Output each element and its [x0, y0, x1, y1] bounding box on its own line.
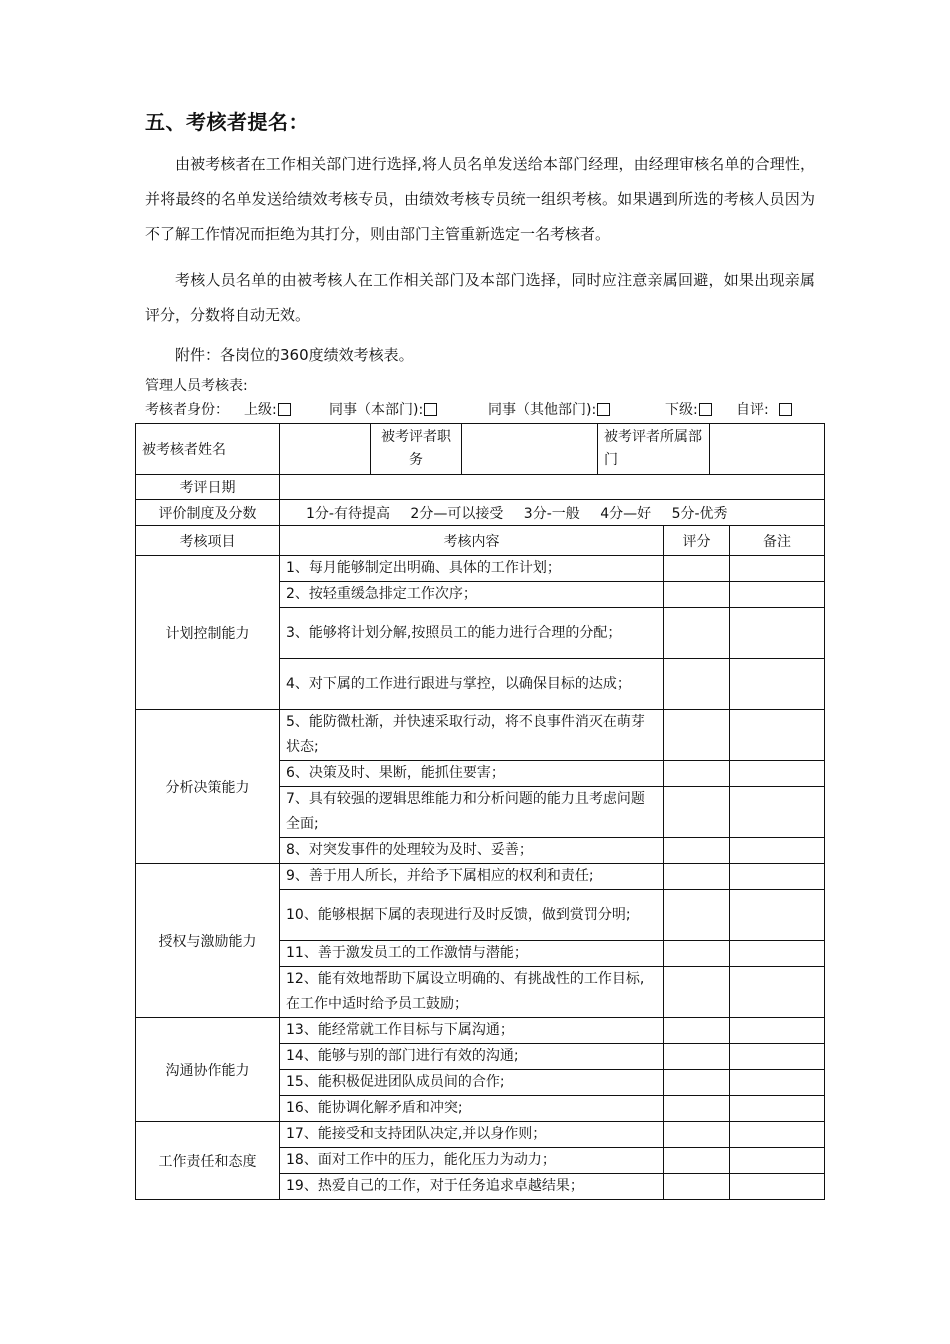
- criteria-text: 17、能接受和支持团队决定,并以身作则；: [280, 1122, 664, 1148]
- table-title: 管理人员考核表:: [145, 378, 248, 394]
- role-peer-same[interactable]: [329, 399, 437, 421]
- criteria-row: [136, 710, 825, 761]
- paragraph-1: 由被考核者在工作相关部门进行选择,将人员名单发送给本部门经理，由经理审核名单的合理性，并将最终的名单发送给绩效考核专员，由绩效考核专员统一组织考核。如果遇到所选的考核人员因为不了解工作情况而拒绝为其打分，则由部门主管重新选定一名考核者。: [145, 155, 815, 243]
- criteria-text: 14、能够与别的部门进行有效的沟通;: [280, 1044, 664, 1070]
- criteria-text: 3、能够将计划分解,按照员工的能力进行合理的分配；: [280, 608, 664, 659]
- paragraph-2: 考核人员名单的由被考核人在工作相关部门及本部门选择，同时应注意亲属回避，如果出现亲属评分，分数将自动无效。: [145, 271, 815, 324]
- remark-cell[interactable]: [730, 1018, 825, 1044]
- criteria-text: 10、能够根据下属的表现进行及时反馈，做到赏罚分明;: [280, 890, 664, 941]
- role-peer-other-label: 同事（其他部门):: [488, 402, 597, 418]
- scale-values: [280, 500, 825, 526]
- scale-3: 3分-一般: [523, 505, 580, 522]
- position-label: 被考评者职务: [371, 424, 462, 475]
- group-name: 授权与激励能力: [136, 864, 280, 1018]
- group-name: 沟通协作能力: [136, 1018, 280, 1122]
- criteria-text: 4、对下属的工作进行跟进与掌控，以确保目标的达成；: [280, 659, 664, 710]
- criteria-text: 18、面对工作中的压力，能化压力为动力；: [280, 1148, 664, 1174]
- remark-cell[interactable]: [730, 1070, 825, 1096]
- group-name: 工作责任和态度: [136, 1122, 280, 1200]
- score-cell[interactable]: [664, 1096, 730, 1122]
- remark-cell[interactable]: [730, 556, 825, 582]
- scale-2: 2分—可以接受: [410, 505, 504, 522]
- criteria-text: 19、热爱自己的工作，对于任务追求卓越结果；: [280, 1174, 664, 1200]
- name-value[interactable]: [280, 424, 371, 475]
- score-cell[interactable]: [664, 838, 730, 864]
- section-heading: 五、考核者提名：: [145, 110, 309, 134]
- score-cell[interactable]: [664, 967, 730, 1018]
- score-cell[interactable]: [664, 787, 730, 838]
- peer-other-checkbox[interactable]: [597, 403, 610, 416]
- scale-label: 评价制度及分数: [136, 500, 280, 526]
- score-cell[interactable]: [664, 1122, 730, 1148]
- name-label: 被考核者姓名: [136, 424, 280, 475]
- info-row: [136, 424, 825, 475]
- remark-cell[interactable]: [730, 787, 825, 838]
- score-cell[interactable]: [664, 659, 730, 710]
- dept-label: 被考评者所属部门: [598, 424, 710, 475]
- score-cell[interactable]: [664, 556, 730, 582]
- remark-cell[interactable]: [730, 1174, 825, 1200]
- col-score-header: 评分: [664, 526, 730, 556]
- score-cell[interactable]: [664, 1070, 730, 1096]
- criteria-row: [136, 556, 825, 582]
- remark-cell[interactable]: [730, 1096, 825, 1122]
- remark-cell[interactable]: [730, 1122, 825, 1148]
- role-superior[interactable]: [244, 399, 291, 421]
- position-value[interactable]: [462, 424, 598, 475]
- score-cell[interactable]: [664, 1148, 730, 1174]
- self-checkbox[interactable]: [779, 403, 792, 416]
- scale-5: 5分-优秀: [671, 505, 728, 522]
- criteria-text: 13、能经常就工作目标与下属沟通；: [280, 1018, 664, 1044]
- superior-checkbox[interactable]: [278, 403, 291, 416]
- role-peer-same-label: 同事（本部门):: [329, 402, 424, 418]
- date-value[interactable]: [280, 475, 825, 500]
- col-content-header: 考核内容: [280, 526, 664, 556]
- remark-cell[interactable]: [730, 838, 825, 864]
- col-remark-header: 备注: [730, 526, 825, 556]
- paragraph-3: 附件：各岗位的360度绩效考核表。: [175, 346, 414, 364]
- criteria-row: [136, 1122, 825, 1148]
- group-name: 计划控制能力: [136, 556, 280, 710]
- role-subordinate[interactable]: [665, 399, 712, 421]
- role-self[interactable]: [736, 399, 792, 421]
- remark-cell[interactable]: [730, 608, 825, 659]
- role-superior-label: 上级:: [244, 402, 277, 418]
- assessment-table: [135, 423, 825, 1200]
- scale-4: 4分—好: [600, 505, 652, 522]
- score-cell[interactable]: [664, 1174, 730, 1200]
- remark-cell[interactable]: [730, 890, 825, 941]
- remark-cell[interactable]: [730, 1148, 825, 1174]
- criteria-text: 9、善于用人所长，并给予下属相应的权利和责任;: [280, 864, 664, 890]
- criteria-text: 6、决策及时、果断，能抓住要害；: [280, 761, 664, 787]
- role-self-label: 自评:: [736, 402, 769, 418]
- remark-cell[interactable]: [730, 761, 825, 787]
- criteria-text: 7、具有较强的逻辑思维能力和分析问题的能力且考虑问题全面;: [280, 787, 664, 838]
- score-cell[interactable]: [664, 608, 730, 659]
- role-subordinate-label: 下级:: [665, 402, 698, 418]
- peer-same-checkbox[interactable]: [424, 403, 437, 416]
- criteria-text: 16、能协调化解矛盾和冲突;: [280, 1096, 664, 1122]
- score-cell[interactable]: [664, 941, 730, 967]
- scale-1: 1分-有待提高: [306, 505, 390, 522]
- remark-cell[interactable]: [730, 1044, 825, 1070]
- score-cell[interactable]: [664, 1044, 730, 1070]
- remark-cell[interactable]: [730, 967, 825, 1018]
- criteria-row: [136, 1018, 825, 1044]
- remark-cell[interactable]: [730, 941, 825, 967]
- score-cell[interactable]: [664, 864, 730, 890]
- role-peer-other[interactable]: [488, 399, 610, 421]
- score-cell[interactable]: [664, 761, 730, 787]
- criteria-text: 15、能积极促进团队成员间的合作;: [280, 1070, 664, 1096]
- remark-cell[interactable]: [730, 864, 825, 890]
- score-cell[interactable]: [664, 890, 730, 941]
- criteria-text: 8、对突发事件的处理较为及时、妥善；: [280, 838, 664, 864]
- criteria-text: 1、每月能够制定出明确、具体的工作计划；: [280, 556, 664, 582]
- remark-cell[interactable]: [730, 659, 825, 710]
- group-name: 分析决策能力: [136, 710, 280, 864]
- remark-cell[interactable]: [730, 582, 825, 608]
- role-prefix: 考核者身份：: [145, 402, 229, 418]
- score-cell[interactable]: [664, 710, 730, 761]
- column-header-row: [136, 526, 825, 556]
- criteria-text: 2、按轻重缓急排定工作次序；: [280, 582, 664, 608]
- criteria-text: 12、能有效地帮助下属设立明确的、有挑战性的工作目标,在工作中适时给予员工鼓励；: [280, 967, 664, 1018]
- criteria-row: [136, 864, 825, 890]
- remark-cell[interactable]: [730, 710, 825, 761]
- col-item-header: 考核项目: [136, 526, 280, 556]
- criteria-text: 5、能防微杜渐，并快速采取行动，将不良事件消灭在萌芽状态;: [280, 710, 664, 761]
- dept-value[interactable]: [710, 424, 825, 475]
- date-label: 考评日期: [136, 475, 280, 500]
- scale-row: [136, 500, 825, 526]
- criteria-text: 11、善于激发员工的工作激情与潜能；: [280, 941, 664, 967]
- criteria-body: [136, 556, 825, 1200]
- score-cell[interactable]: [664, 1018, 730, 1044]
- date-row: [136, 475, 825, 500]
- subordinate-checkbox[interactable]: [699, 403, 712, 416]
- score-cell[interactable]: [664, 582, 730, 608]
